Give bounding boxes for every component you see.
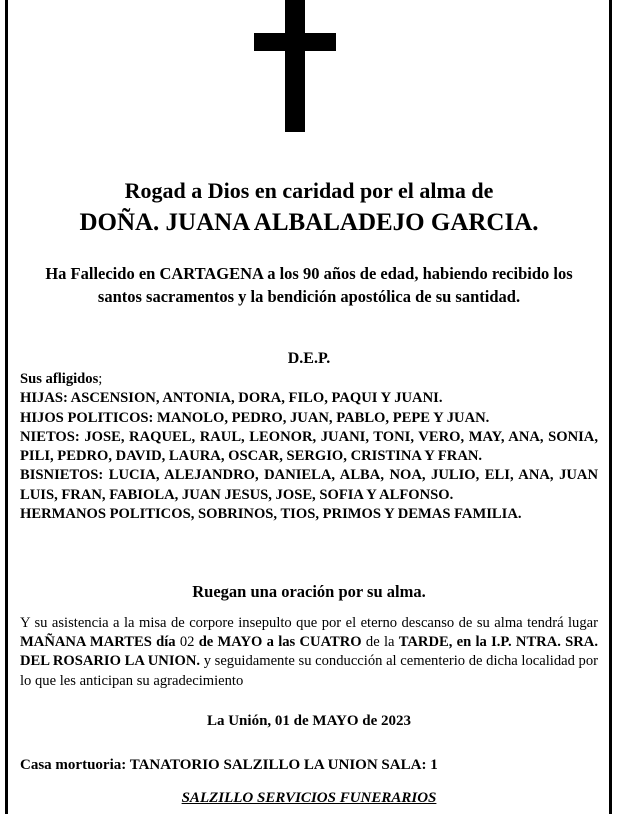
- mass-text-1: Y su asistencia a la misa de corpore insepulto que por el eterno descanso de su alma tendrá lugar: [20, 615, 598, 631]
- cross-vertical-bar: [285, 0, 305, 132]
- family-nietos: NIETOS: JOSE, RAQUEL, RAUL, LEONOR, JUANI, TONI, VERO, MAY, ANA, SONIA, PILI, PEDRO, DAVID, LAURA, OSCAR, SERGIO, CRISTINA Y FRAN.: [20, 428, 598, 465]
- mass-text-4: y seguidamente su conducción al cementerio de dicha localidad por lo que les anticipan su agradecimiento: [20, 653, 599, 689]
- death-announcement: Ha Fallecido en CARTAGENA a los 90 años de edad, habiendo recibido los santos sacramentos y la bendición apostólica de su santidad.: [45, 264, 573, 306]
- mass-paragraph: [20, 614, 598, 691]
- deceased-name: DOÑA. JUANA ALBALADEJO GARCIA.: [79, 209, 539, 236]
- casa-mortuoria: Casa mortuoria: TANATORIO SALZILLO LA UNION SALA: 1: [20, 757, 438, 773]
- mass-bold-3: TARDE, en la I.P. NTRA. SRA. DEL ROSARIO LA UNION.: [20, 634, 598, 670]
- latin-cross-icon: [254, 0, 336, 132]
- mass-text-2: 02: [175, 634, 199, 651]
- invocation-heading: Rogad a Dios en caridad por el alma de: [124, 178, 494, 203]
- family-hermanos: HERMANOS POLITICOS, SOBRINOS, TIOS, PRIMOS Y DEMAS FAMILIA.: [20, 506, 522, 523]
- family-intro-suffix: ;: [98, 371, 103, 387]
- dateline: La Unión, 01 de MAYO de 2023: [206, 713, 412, 729]
- mass-details: [20, 614, 598, 691]
- prayer-request: Ruegan una oración por su alma.: [192, 582, 426, 601]
- left-border-rule: [5, 0, 8, 814]
- family-hijas: HIJAS: ASCENSION, ANTONIA, DORA, FILO, PAQUI Y JUANI.: [20, 390, 443, 407]
- mass-bold-1: MAÑANA MARTES día: [20, 634, 176, 651]
- family-intro-label: Sus afligidos: [20, 371, 99, 387]
- family-bisnietos: BISNIETOS: LUCIA, ALEJANDRO, DANIELA, ALBA, NOA, JULIO, ELI, ANA, JUAN LUIS, FRAN, FABIOLA, JUAN JESUS, JOSE, SOFIA Y ALFONSO.: [20, 467, 598, 503]
- right-border-rule: [609, 0, 612, 814]
- family-list: [20, 370, 598, 524]
- family-intro: [20, 370, 598, 389]
- dep-abbreviation: D.E.P.: [287, 350, 331, 367]
- family-hijos-politicos: HIJOS POLITICOS: MANOLO, PEDRO, JUAN, PABLO, PEPE Y JUAN.: [20, 409, 490, 426]
- mass-text-3: de la: [361, 634, 399, 651]
- funeral-home-name: SALZILLO SERVICIOS FUNERARIOS: [181, 790, 437, 806]
- mass-bold-2: de MAYO a las CUATRO: [198, 634, 362, 651]
- cross-horizontal-bar: [254, 33, 336, 51]
